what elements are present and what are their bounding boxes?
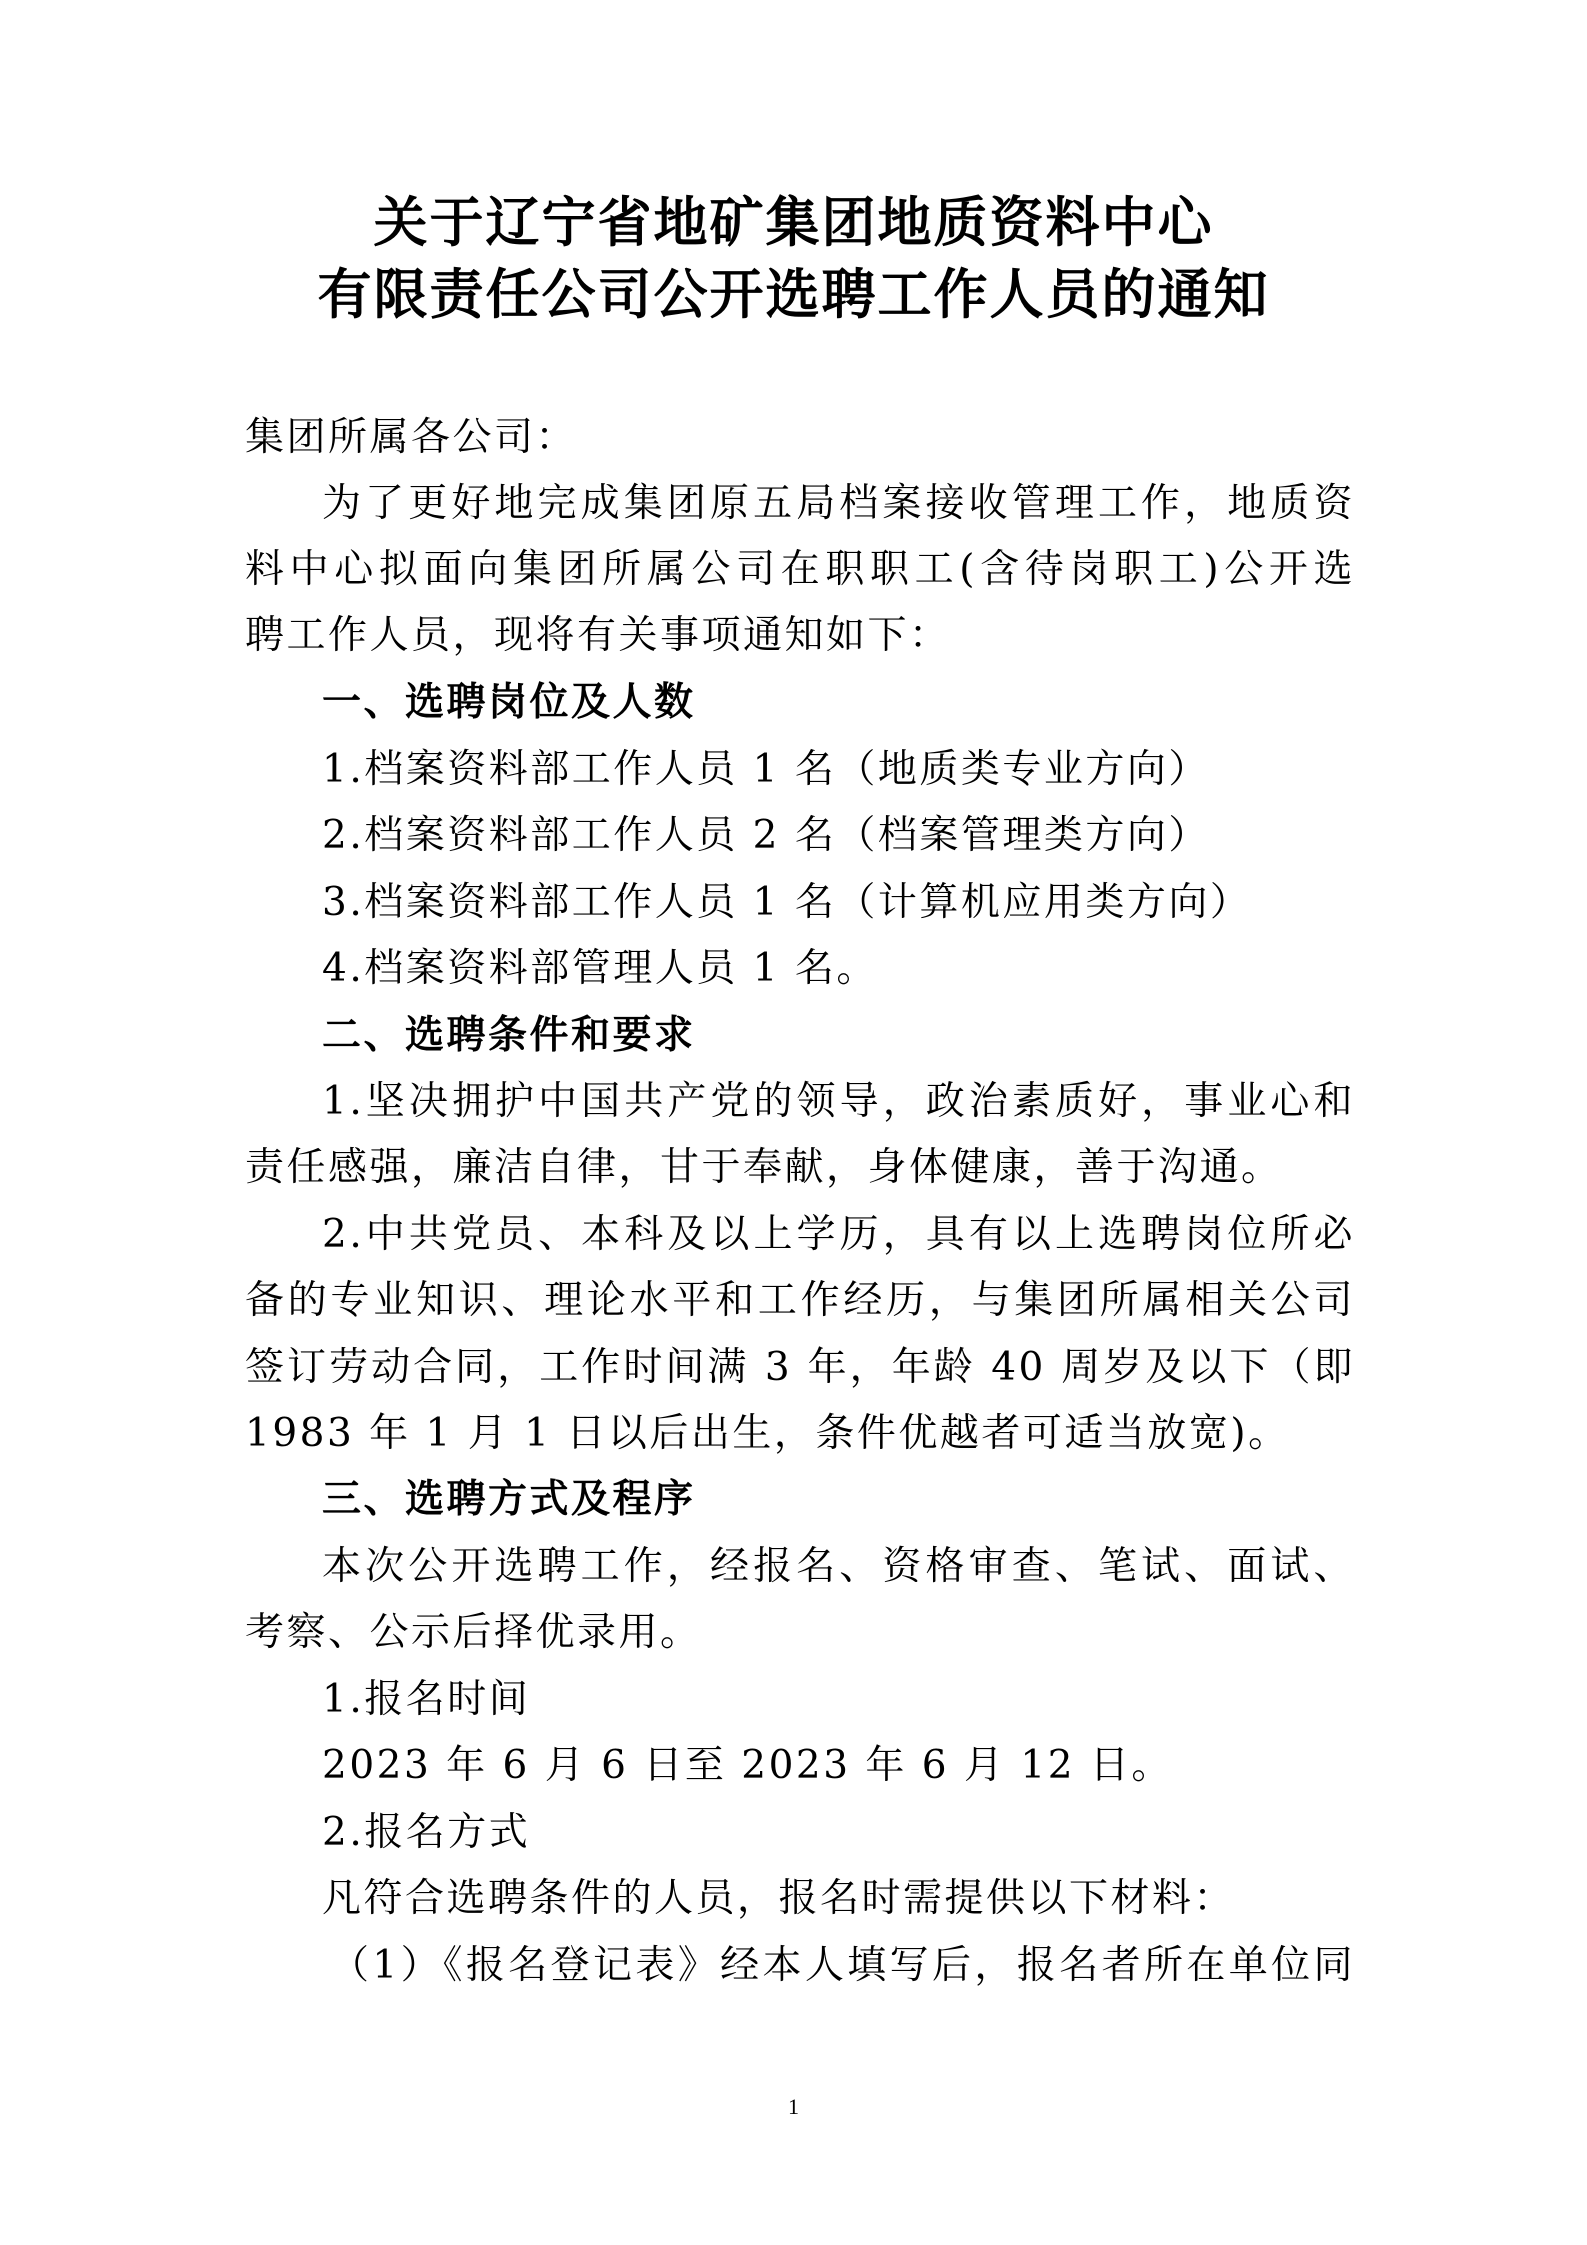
document-title-line-1: 关于辽宁省地矿集团地质资料中心 xyxy=(373,191,1214,254)
section-3-intro-line-2: 考察、公示后择优录用。 xyxy=(245,1610,702,1655)
section-2-item-1-line-2: 责任感强，廉洁自律，甘于奉献，身体健康，善于沟通。 xyxy=(245,1145,1283,1190)
section-3-sub-2-item-1: （1）《报名登记表》经本人填写后，报名者所在单位同 xyxy=(330,1943,1355,1988)
section-2-heading: 二、选聘条件和要求 xyxy=(322,1013,696,1058)
section-3-sub-1-heading: 1.报名时间 xyxy=(322,1677,531,1722)
intro-paragraph-line-3: 聘工作人员，现将有关事项通知如下： xyxy=(245,613,951,658)
section-1-item-1: 1.档案资料部工作人员 1 名（地质类专业方向） xyxy=(322,747,1210,792)
document-title-line-2: 有限责任公司公开选聘工作人员的通知 xyxy=(317,263,1270,326)
section-1-item-3: 3.档案资料部工作人员 1 名（计算机应用类方向） xyxy=(322,880,1252,925)
section-3-sub-2-text: 凡符合选聘条件的人员，报名时需提供以下材料： xyxy=(322,1876,1236,1921)
section-2-item-2-line-4: 1983 年 1 月 1 日以后出生，条件优越者可适当放宽)。 xyxy=(245,1411,1290,1456)
section-1-item-4: 4.档案资料部管理人员 1 名。 xyxy=(322,946,878,991)
page-number: 1 xyxy=(788,2094,799,2119)
section-1-heading: 一、选聘岗位及人数 xyxy=(322,680,696,725)
intro-paragraph-line-2: 料中心拟面向集团所属公司在职职工(含待岗职工)公开选 xyxy=(245,547,1355,592)
section-3-sub-1-text: 2023 年 6 月 6 日至 2023 年 6 月 12 日。 xyxy=(322,1743,1173,1788)
section-1-item-2: 2.档案资料部工作人员 2 名（档案管理类方向） xyxy=(322,813,1210,858)
section-3-sub-2-heading: 2.报名方式 xyxy=(322,1810,531,1855)
section-3-heading: 三、选聘方式及程序 xyxy=(322,1477,696,1522)
section-2-item-2-line-1: 2.中共党员、本科及以上学历，具有以上选聘岗位所必 xyxy=(322,1212,1355,1257)
intro-paragraph-line-1: 为了更好地完成集团原五局档案接收管理工作，地质资 xyxy=(322,481,1355,526)
section-2-item-2-line-3: 签订劳动合同，工作时间满 3 年，年龄 40 周岁及以下（即 xyxy=(245,1345,1355,1390)
salutation: 集团所属各公司： xyxy=(245,415,578,460)
section-3-intro-line-1: 本次公开选聘工作，经报名、资格审查、笔试、面试、 xyxy=(322,1544,1355,1589)
section-2-item-2-line-2: 备的专业知识、理论水平和工作经历，与集团所属相关公司 xyxy=(245,1278,1355,1323)
section-2-item-1-line-1: 1.坚决拥护中国共产党的领导，政治素质好，事业心和 xyxy=(322,1079,1355,1124)
